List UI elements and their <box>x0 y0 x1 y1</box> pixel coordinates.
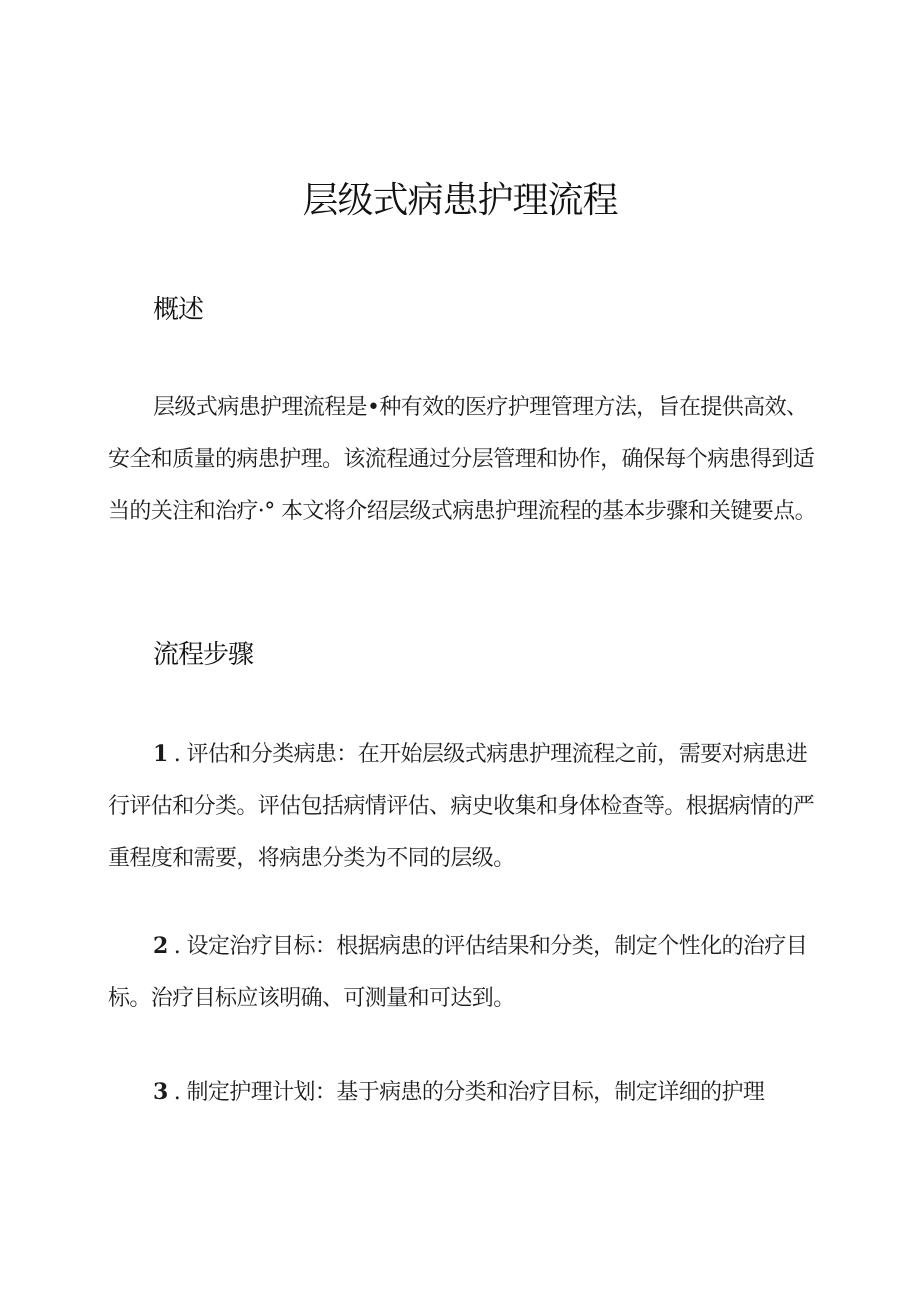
document-title: 层级式病患护理流程 <box>302 180 618 221</box>
step-number: 3 <box>153 1079 168 1105</box>
overview-paragraph: 层级式病患护理流程是•种有效的医疗护理管理方法，旨在提供高效、安全和质量的病患护理。该流程通过分层管理和协作，确保每个病患得到适当的关注和治疗·° 本文将介绍层级式病患护理流程的基本步骤和关键要点。 <box>108 395 816 524</box>
step-text: . 评估和分类病患：在开始层级式病患护理流程之前，需要对病患进行评估和分类。评估包括病情评估、病史收集和身体检查等。根据病情的严重程度和需要，将病患分类为不同的层级。 <box>108 742 815 871</box>
step-item-3 <box>108 1066 820 1119</box>
step-number: 1 <box>153 741 168 767</box>
step-item-1 <box>108 728 820 885</box>
step-text: . 设定治疗目标：根据病患的评估结果和分类，制定个性化的治疗目标。治疗目标应该明确、可测量和可达到。 <box>108 934 808 1011</box>
section-heading-overview: 概述 <box>153 295 204 325</box>
step-item-2 <box>108 920 820 1025</box>
step-number: 2 <box>153 933 168 959</box>
step-text: . 制定护理计划：基于病患的分类和治疗目标，制定详细的护理 <box>173 1080 765 1105</box>
section-heading-steps: 流程步骤 <box>153 640 254 670</box>
